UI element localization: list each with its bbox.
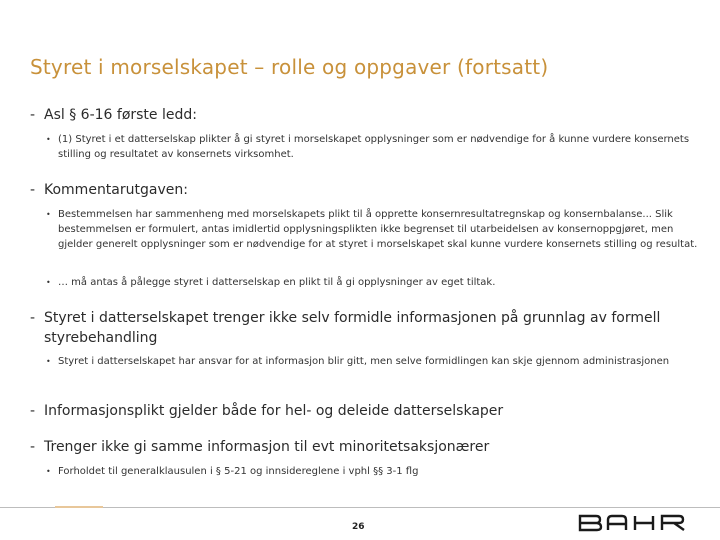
subitem-text: Bestemmelsen har sammenheng med morselskapets plikt til å opprette konsernresultatregnskap og konsernbalanse... Slik bestemmelsen er formulert, antas imidlertid opplysningsplikten ikke begrenset til utarbeidelsen av konsernoppgjøret, men gjelder generelt opplysninger som er nødvendige for at styret i morselskapet skal kunne vurdere konsernets stilling og resultat. (58, 209, 698, 250)
bullet-marker: • (46, 135, 51, 144)
dash-marker: - (30, 403, 36, 419)
page-number: 26 (352, 522, 365, 532)
subitem-minoritet-1 (44, 464, 698, 479)
slide-title: Styret i morselskapet – rolle og oppgaver (fortsatt) (30, 55, 549, 79)
bullet-item-kommentar (30, 180, 700, 200)
subitem-asl-1 (44, 132, 698, 162)
bullet-marker: • (46, 210, 51, 219)
dash-marker: - (30, 107, 36, 123)
subitem-styret-1 (44, 354, 698, 369)
subitem-kommentar-1 (44, 207, 698, 252)
item-text: Informasjonsplikt gjelder både for hel- og deleide datterselskaper (44, 403, 504, 419)
bullet-marker: • (46, 467, 51, 476)
dash-marker: - (30, 182, 36, 198)
subitem-text: … må antas å pålegge styret i datterselskap en plikt til å gi opplysninger av eget tiltak. (58, 277, 496, 288)
item-text: Trenger ikke gi samme informasjon til evt minoritetsaksjonærer (44, 439, 490, 455)
bullet-item-asl (30, 105, 700, 125)
bullet-item-styret (30, 308, 700, 348)
item-text: Asl § 6-16 første ledd: (44, 107, 197, 123)
bullet-marker: • (46, 278, 51, 287)
dash-marker: - (30, 439, 36, 455)
bahr-logo (578, 514, 690, 536)
footer-accent-bar (55, 506, 103, 508)
bullet-item-minoritet (30, 437, 700, 457)
item-text: Styret i datterselskapet trenger ikke selv formidle informasjonen på grunnlag av formell styrebehandling (44, 310, 661, 346)
subitem-text: (1) Styret i et datterselskap plikter å gi styret i morselskapet opplysninger som er nødvendige for å kunne vurdere konsernets stilling og resultatet av konsernets virksomhet. (58, 134, 690, 160)
footer-divider (0, 507, 720, 508)
bullet-item-informasjonsplikt (30, 401, 700, 421)
bullet-marker: • (46, 357, 51, 366)
subitem-kommentar-2 (44, 275, 698, 290)
subitem-text: Styret i datterselskapet har ansvar for at informasjon blir gitt, men selve formidlingen kan skje gjennom administrasjonen (58, 356, 670, 367)
dash-marker: - (30, 310, 36, 326)
item-text: Kommentarutgaven: (44, 182, 188, 198)
subitem-text: Forholdet til generalklausulen i § 5-21 og innsidereglene i vphl §§ 3-1 flg (58, 466, 419, 477)
